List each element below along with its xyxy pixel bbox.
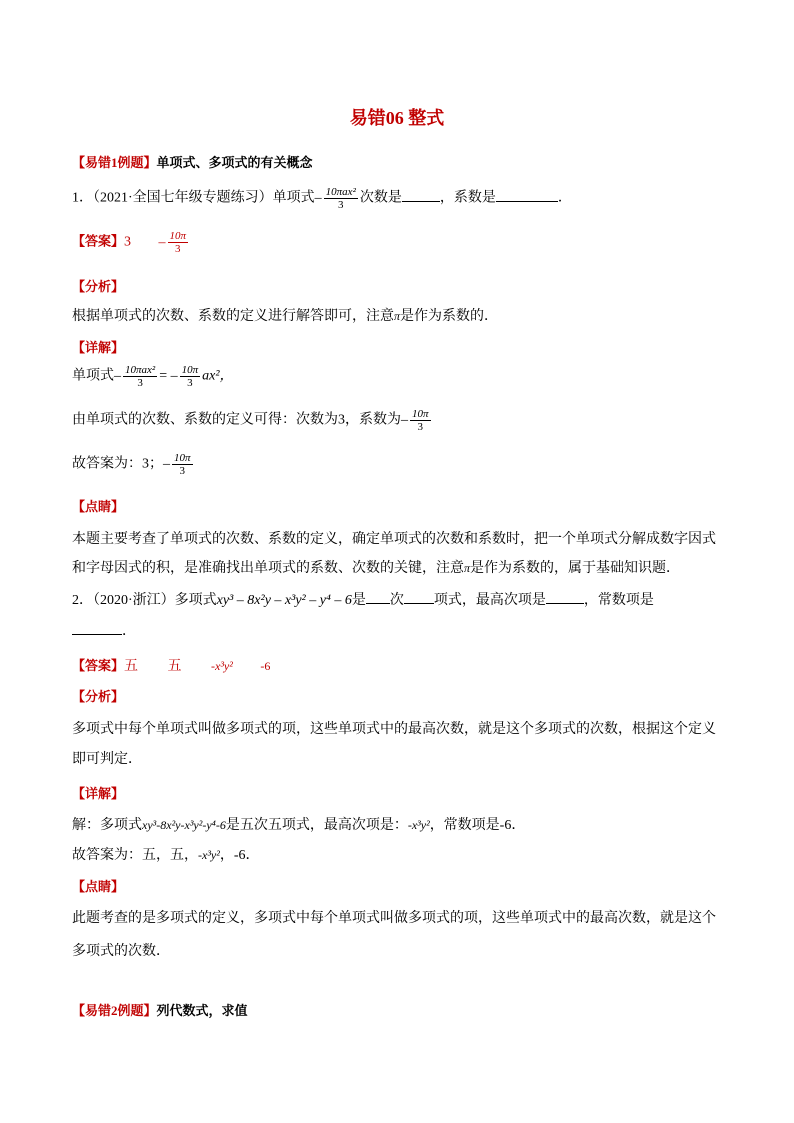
question-2-expression: xy³ – 8x²y – x³y² – y⁴ – 6 (216, 593, 352, 608)
analysis-1-text: 根据单项式的次数、系数的定义进行解答即可，注意π是作为系数的． (72, 309, 499, 324)
pi-symbol: π (464, 561, 471, 575)
question-2-line-2: ． (72, 620, 136, 640)
answer-value: 3 (124, 234, 132, 250)
section-2-header (72, 1000, 248, 1019)
doc-title: 易错06 整式 (349, 108, 445, 128)
answer-blank[interactable] (546, 589, 584, 604)
section-1-label: 单项式、多项式的有关概念 (156, 155, 313, 170)
detail-tag: 【详解】 (72, 786, 125, 801)
detail-2-line-2: 故答案为：五，五，-x³y²，-6． (72, 848, 260, 863)
section-2-tag: 【易错2例题】 (72, 1003, 157, 1018)
analysis-2-line-1: 多项式中每个单项式叫做多项式的项，这些单项式中的最高次数，就是这个多项式的次数，根据这个定义 (72, 722, 716, 737)
answer-2: 【答案】五 五 -x³y² -6 (72, 658, 271, 674)
answer-tag: 【答案】 (72, 233, 125, 249)
question-1-text-coef: ，系数是 (439, 190, 496, 206)
answer-fraction: $\frac{10\pi}{3}$ (169, 230, 187, 255)
question-1-prefix: 1．（2021·全国七年级专题练习）单项式 (72, 190, 315, 206)
section-2-label: 列代数式，求值 (156, 1003, 248, 1018)
answer-blank[interactable] (366, 589, 390, 604)
pi-symbol: π (394, 309, 401, 323)
answer-1: 【答案】3 – $\frac{10\pi}{3}$ (72, 230, 187, 255)
detail-tag: 【详解】 (72, 340, 125, 355)
question-1-text-degree: 次数是 (359, 190, 402, 206)
answer-blank[interactable] (496, 187, 558, 202)
answer-blank[interactable] (404, 589, 434, 604)
question-1: 1．（2021·全国七年级专题练习）单项式– $\frac{\text{10πax²}}{3}$ 次数是 ，系数是 ． (72, 186, 572, 211)
detail-1-line-3: 故答案为：3；– $\frac{10\pi}{3}$ (72, 452, 191, 477)
point-2-line-2: 多项式的次数． (72, 944, 170, 959)
answer-blank[interactable] (402, 187, 440, 202)
point-1-line-1: 本题主要考查了单项式的次数、系数的定义，确定单项式的次数和系数时，把一个单项式分解成数字因式 (72, 532, 716, 547)
question-2: 2．（2020·浙江）多项式xy³ – 8x²y – x³y² – y⁴ – 6是 次 项式，最高次项是 ，常数项是 (72, 589, 654, 609)
section-1-header (72, 152, 313, 171)
question-1-fraction: $\frac{\text{10πax²}}{3}$ (325, 186, 356, 211)
detail-2-line-1: 解：多项式xy³-8x²y-x³y²-y⁴-6是五次五项式，最高次项是：-x³y²，常数项是-6． (72, 818, 526, 833)
point-1-line-2: 和字母因式的积，是准确找出单项式的系数、次数的关键，注意π是作为系数的，属于基础知识题． (72, 561, 681, 576)
detail-1-line-2: 由单项式的次数、系数的定义可得：次数为3，系数为– $\frac{10\pi}{3}$ (72, 408, 429, 433)
point-tag: 【点睛】 (72, 879, 125, 894)
answer-blank[interactable] (72, 620, 122, 635)
analysis-tag: 【分析】 (72, 689, 125, 704)
analysis-2-line-2: 即可判定． (72, 752, 142, 767)
section-1-tag: 【易错1例题】 (72, 155, 157, 170)
point-tag: 【点睛】 (72, 499, 125, 514)
analysis-tag: 【分析】 (72, 279, 125, 294)
question-1-neg: – (314, 190, 322, 206)
point-2-line-1: 此题考查的是多项式的定义，多项式中每个单项式叫做多项式的项，这些单项式中的最高次数，就是这个 (72, 911, 716, 926)
answer-tag: 【答案】 (72, 658, 125, 673)
detail-1-line-1: 单项式– $\frac{\text{10πax²}}{3}$ = – $\frac{10\pi}{3}$ ax²， (72, 364, 234, 389)
